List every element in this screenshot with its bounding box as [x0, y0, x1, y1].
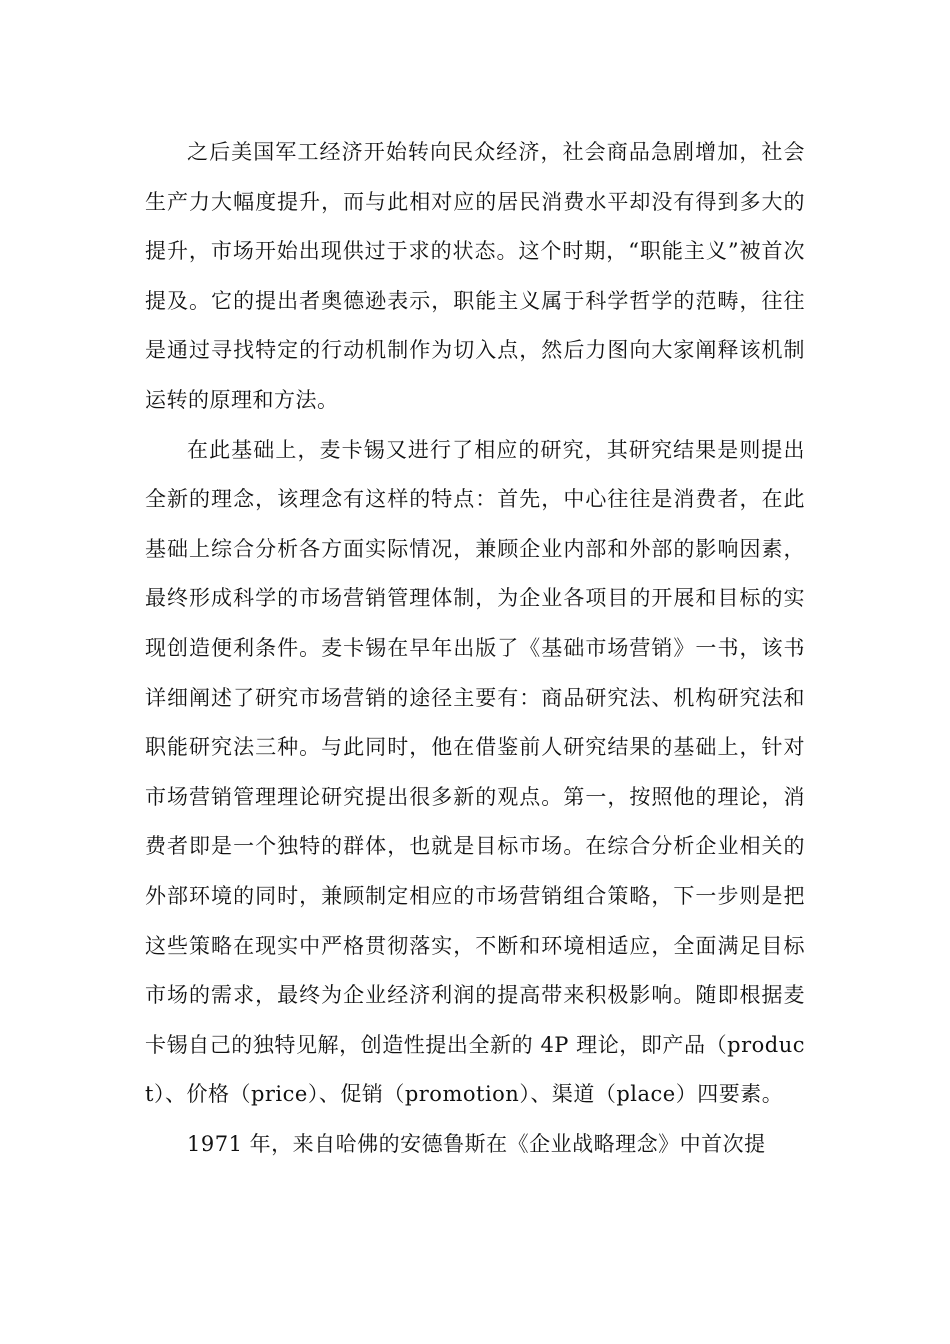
document-body: [145, 128, 805, 1169]
paragraph-2: 在此基础上，麦卡锡又进行了相应的研究，其研究结果是则提出全新的理念，该理念有这样的特点：首先，中心往往是消费者，在此基础上综合分析各方面实际情况，兼顾企业内部和外部的影响因素，最终形成科学的市场营销管理体制，为企业各项目的开展和目标的实现创造便利条件。麦卡锡在早年出版了《基础市场营销》一书，该书详细阐述了研究市场营销的途径主要有：商品研究法、机构研究法和职能研究法三种。与此同时，他在借鉴前人研究结果的基础上，针对市场营销管理理论研究提出很多新的观点。第一，按照他的理论，消费者即是一个独特的群体，也就是目标市场。在综合分析企业相关的外部环境的同时，兼顾制定相应的市场营销组合策略，下一步则是把这些策略在现实中严格贯彻落实，不断和环境相适应，全面满足目标市场的需求，最终为企业经济利润的提高带来积极影响。随即根据麦卡锡自己的独特见解，创造性提出全新的 4P 理论，即产品（product）、价格（price）、促销（promotion）、渠道（place）四要素。: [145, 437, 805, 1107]
paragraph-3: 1971 年，来自哈佛的安德鲁斯在《企业战略理念》中首次提: [187, 1131, 766, 1156]
paragraph-1: 之后美国军工经济开始转向民众经济，社会商品急剧增加，社会生产力大幅度提升，而与此相对应的居民消费水平却没有得到多大的提升，市场开始出现供过于求的状态。这个时期，“职能主义”被首次提及。它的提出者奥德逊表示，职能主义属于科学哲学的范畴，往往是通过寻找特定的行动机制作为切入点，然后力图向大家阐释该机制运转的原理和方法。: [145, 140, 805, 412]
